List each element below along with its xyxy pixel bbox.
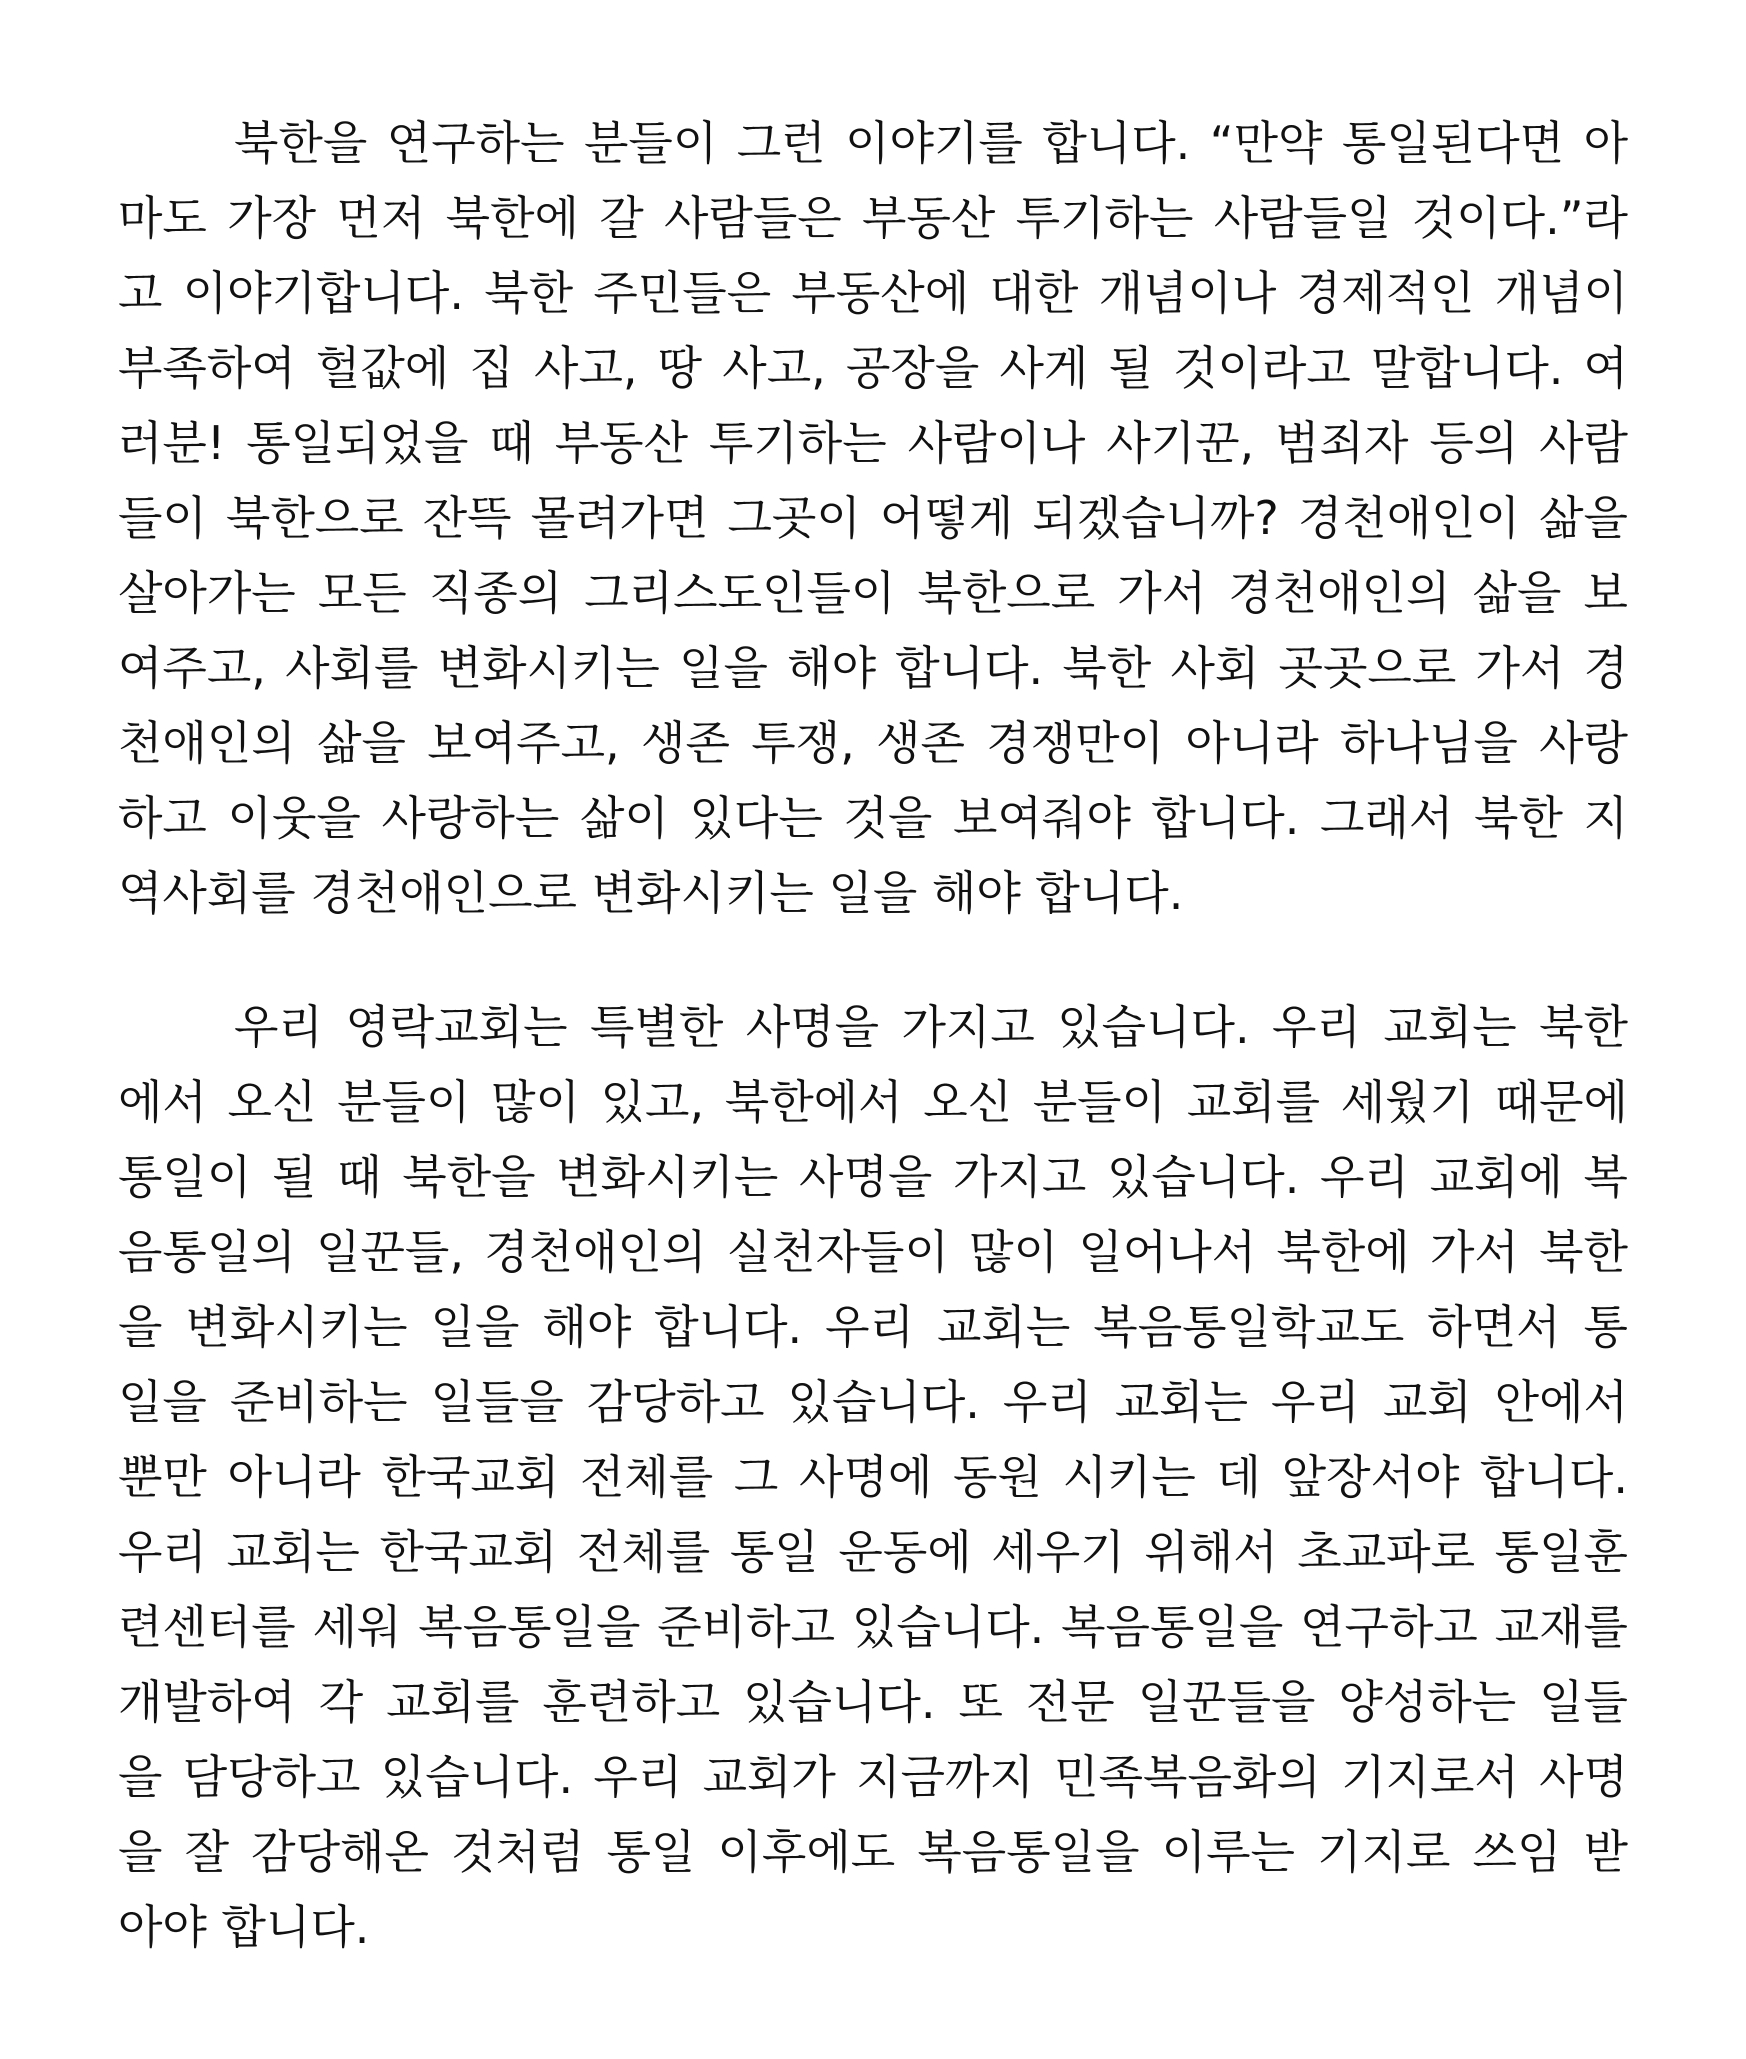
text-line: 부족하여 헐값에 집 사고, 땅 사고, 공장을 사게 될 것이라고 말합니다. 여 — [118, 341, 1628, 395]
text-line: 우리 교회는 한국교회 전체를 통일 운동에 세우기 위해서 초교파로 통일훈 — [118, 1525, 1628, 1579]
text-line: 하고 이웃을 사랑하는 삶이 있다는 것을 보여줘야 합니다. 그래서 북한 지 — [118, 791, 1628, 845]
text-line: 련센터를 세워 복음통일을 준비하고 있습니다. 복음통일을 연구하고 교재를 — [118, 1600, 1628, 1654]
text-line: 을 잘 감당해온 것처럼 통일 이후에도 복음통일을 이루는 기지로 쓰임 받 — [118, 1825, 1628, 1879]
text-line: 러분! 통일되었을 때 부동산 투기하는 사람이나 사기꾼, 범죄자 등의 사람 — [118, 416, 1628, 470]
text-line: 우리 영락교회는 특별한 사명을 가지고 있습니다. 우리 교회는 북한 — [234, 1000, 1628, 1054]
paragraph-1 — [118, 106, 1628, 931]
text-line: 뿐만 아니라 한국교회 전체를 그 사명에 동원 시키는 데 앞장서야 합니다. — [118, 1450, 1628, 1504]
text-line: 들이 북한으로 잔뜩 몰려가면 그곳이 어떻게 되겠습니까? 경천애인이 삶을 — [118, 491, 1628, 545]
text-line: 천애인의 삶을 보여주고, 생존 투쟁, 생존 경쟁만이 아니라 하나님을 사랑 — [118, 716, 1628, 770]
text-line: 개발하여 각 교회를 훈련하고 있습니다. 또 전문 일꾼들을 양성하는 일들 — [118, 1675, 1628, 1729]
text-line: 통일이 될 때 북한을 변화시키는 사명을 가지고 있습니다. 우리 교회에 복 — [118, 1150, 1628, 1204]
text-line: 음통일의 일꾼들, 경천애인의 실천자들이 많이 일어나서 북한에 가서 북한 — [118, 1225, 1628, 1279]
text-line: 아야 합니다. — [118, 1900, 370, 1954]
text-line: 살아가는 모든 직종의 그리스도인들이 북한으로 가서 경천애인의 삶을 보 — [118, 566, 1628, 620]
paragraph-2 — [118, 990, 1628, 1965]
text-line: 역사회를 경천애인으로 변화시키는 일을 해야 합니다. — [118, 866, 1184, 920]
text-line: 마도 가장 먼저 북한에 갈 사람들은 부동산 투기하는 사람들일 것이다.”라 — [118, 191, 1628, 245]
text-line: 여주고, 사회를 변화시키는 일을 해야 합니다. 북한 사회 곳곳으로 가서 경 — [118, 641, 1628, 695]
text-line: 북한을 연구하는 분들이 그런 이야기를 합니다. “만약 통일된다면 아 — [234, 116, 1628, 170]
text-line: 을 담당하고 있습니다. 우리 교회가 지금까지 민족복음화의 기지로서 사명 — [118, 1750, 1628, 1804]
text-line: 일을 준비하는 일들을 감당하고 있습니다. 우리 교회는 우리 교회 안에서 — [118, 1375, 1628, 1429]
text-line: 에서 오신 분들이 많이 있고, 북한에서 오신 분들이 교회를 세웠기 때문에 — [118, 1075, 1628, 1129]
text-line: 고 이야기합니다. 북한 주민들은 부동산에 대한 개념이나 경제적인 개념이 — [118, 266, 1628, 320]
text-line: 을 변화시키는 일을 해야 합니다. 우리 교회는 복음통일학교도 하면서 통 — [118, 1300, 1628, 1354]
